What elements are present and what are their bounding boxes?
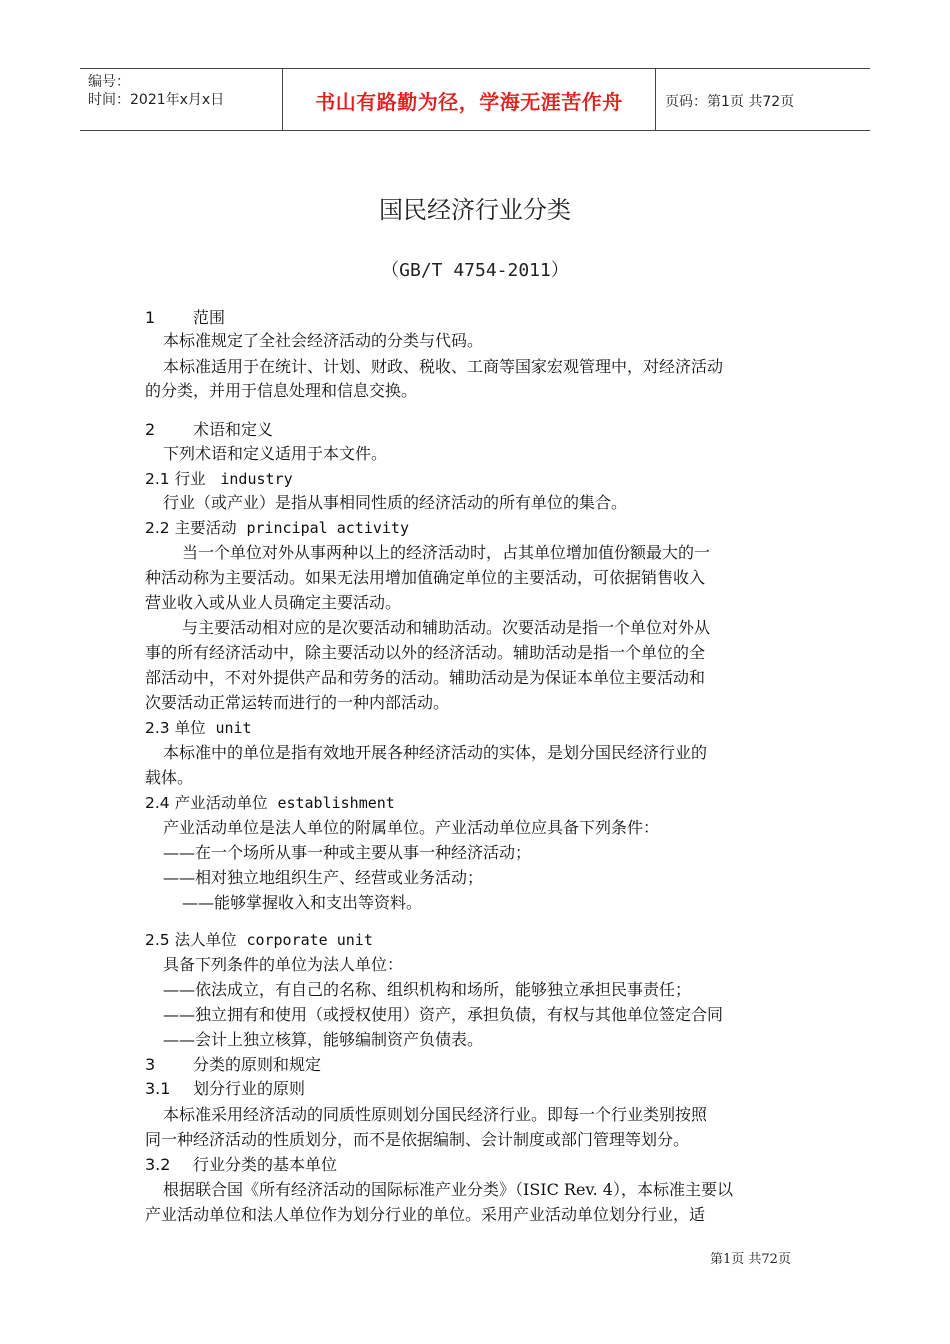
term-cn: 2.5 法人单位 — [145, 931, 237, 949]
paragraph: 下列术语和定义适用于本文件。 — [163, 444, 388, 463]
section-number: 2 — [145, 420, 156, 439]
list-item: ——会计上独立核算，能够编制资产负债表。 — [163, 1030, 484, 1049]
time-label: 时间：2021年x月x日 — [88, 92, 225, 108]
paragraph: 营业收入或从业人员确定主要活动。 — [145, 593, 402, 612]
section-title: 行业分类的基本单位 — [193, 1155, 338, 1174]
paragraph: 本标准规定了全社会经济活动的分类与代码。 — [163, 331, 484, 350]
list-item: ——依法成立，有自己的名称、组织机构和场所，能够独立承担民事责任； — [163, 980, 692, 999]
paragraph: 种活动称为主要活动。如果无法用增加值确定单位的主要活动，可依据销售收入 — [145, 568, 706, 587]
paragraph: 部活动中，不对外提供产品和劳务的活动。辅助活动是为保证本单位主要活动和 — [145, 668, 706, 687]
section-heading-3 — [145, 1055, 321, 1075]
term-heading-2-2 — [145, 518, 409, 538]
header-page-cell — [655, 69, 870, 130]
term-heading-2-1 — [145, 469, 293, 489]
paragraph: 产业活动单位是法人单位的附属单位。产业活动单位应具备下列条件： — [163, 818, 660, 837]
document-header — [80, 68, 870, 131]
paragraph: 载体。 — [145, 768, 194, 787]
paragraph: 次要活动正常运转而进行的一种内部活动。 — [145, 693, 450, 712]
list-item: ——能够掌握收入和支出等资料。 — [182, 893, 423, 912]
motto-text: 书山有路勤为径，学海无涯苦作舟 — [315, 90, 623, 114]
term-cn: 2.3 单位 — [145, 719, 206, 737]
term-en: corporate unit — [246, 931, 373, 949]
term-en: principal activity — [246, 519, 409, 537]
number-label: 编号： — [88, 74, 130, 90]
section-title: 分类的原则和规定 — [193, 1055, 322, 1074]
term-cn: 2.2 主要活动 — [145, 519, 237, 537]
paragraph: 同一种经济活动的性质划分，而不是依据编制、会计制度或部门管理等划分。 — [145, 1130, 690, 1149]
paragraph: 本标准采用经济活动的同质性原则划分国民经济行业。即每一个行业类别按照 — [163, 1105, 708, 1124]
header-motto-cell — [282, 69, 656, 130]
term-cn: 2.1 行业 — [145, 470, 206, 488]
list-item: ——独立拥有和使用（或授权使用）资产，承担负债，有权与其他单位签定合同 — [163, 1005, 724, 1024]
term-en: establishment — [277, 794, 395, 812]
term-en: unit — [215, 719, 252, 737]
paragraph: 当一个单位对外从事两种以上的经济活动时，占其单位增加值份额最大的一 — [182, 543, 711, 562]
term-cn: 2.4 产业活动单位 — [145, 794, 268, 812]
term-heading-2-5 — [145, 930, 373, 950]
term-en: industry — [220, 470, 293, 488]
paragraph: 具备下列条件的单位为法人单位： — [163, 955, 404, 974]
header-meta-cell — [80, 69, 282, 130]
section-number: 1 — [145, 308, 156, 327]
term-heading-2-3 — [145, 718, 252, 738]
term-heading-2-4 — [145, 793, 395, 813]
section-number: 3.1 — [145, 1079, 171, 1098]
standard-code: （GB/T 4754-2011） — [381, 260, 569, 281]
paragraph: 本标准中的单位是指有效地开展各种经济活动的实体，是划分国民经济行业的 — [163, 743, 708, 762]
section-number: 3.2 — [145, 1155, 171, 1174]
page-footer: 第1页 共72页 — [710, 1252, 791, 1267]
paragraph: 本标准适用于在统计、计划、财政、税收、工商等国家宏观管理中，对经济活动 — [163, 357, 724, 376]
list-item: ——在一个场所从事一种或主要从事一种经济活动； — [163, 843, 532, 862]
section-number: 3 — [145, 1055, 156, 1074]
paragraph: 与主要活动相对应的是次要活动和辅助活动。次要活动是指一个单位对外从 — [182, 618, 711, 637]
section-heading-1 — [145, 308, 225, 328]
section-heading-3-1 — [145, 1079, 305, 1099]
document-title: 国民经济行业分类 — [379, 196, 571, 224]
section-title: 范围 — [193, 308, 226, 327]
section-heading-3-2 — [145, 1155, 337, 1175]
section-title: 术语和定义 — [193, 420, 274, 439]
section-title: 划分行业的原则 — [193, 1079, 306, 1098]
paragraph: 根据联合国《所有经济活动的国际标准产业分类》（ISIC Rev. 4），本标准主要以 — [163, 1180, 733, 1199]
paragraph: 事的所有经济活动中，除主要活动以外的经济活动。辅助活动是指一个单位的全 — [145, 643, 706, 662]
paragraph: 的分类，并用于信息处理和信息交换。 — [145, 381, 418, 400]
list-item: ——相对独立地组织生产、经营或业务活动； — [163, 868, 484, 887]
paragraph: 行业（或产业）是指从事相同性质的经济活动的所有单位的集合。 — [163, 493, 628, 512]
page-info: 页码：第1页 共72页 — [665, 94, 795, 110]
section-heading-2 — [145, 420, 273, 440]
paragraph: 产业活动单位和法人单位作为划分行业的单位。采用产业活动单位划分行业，适 — [145, 1205, 706, 1224]
